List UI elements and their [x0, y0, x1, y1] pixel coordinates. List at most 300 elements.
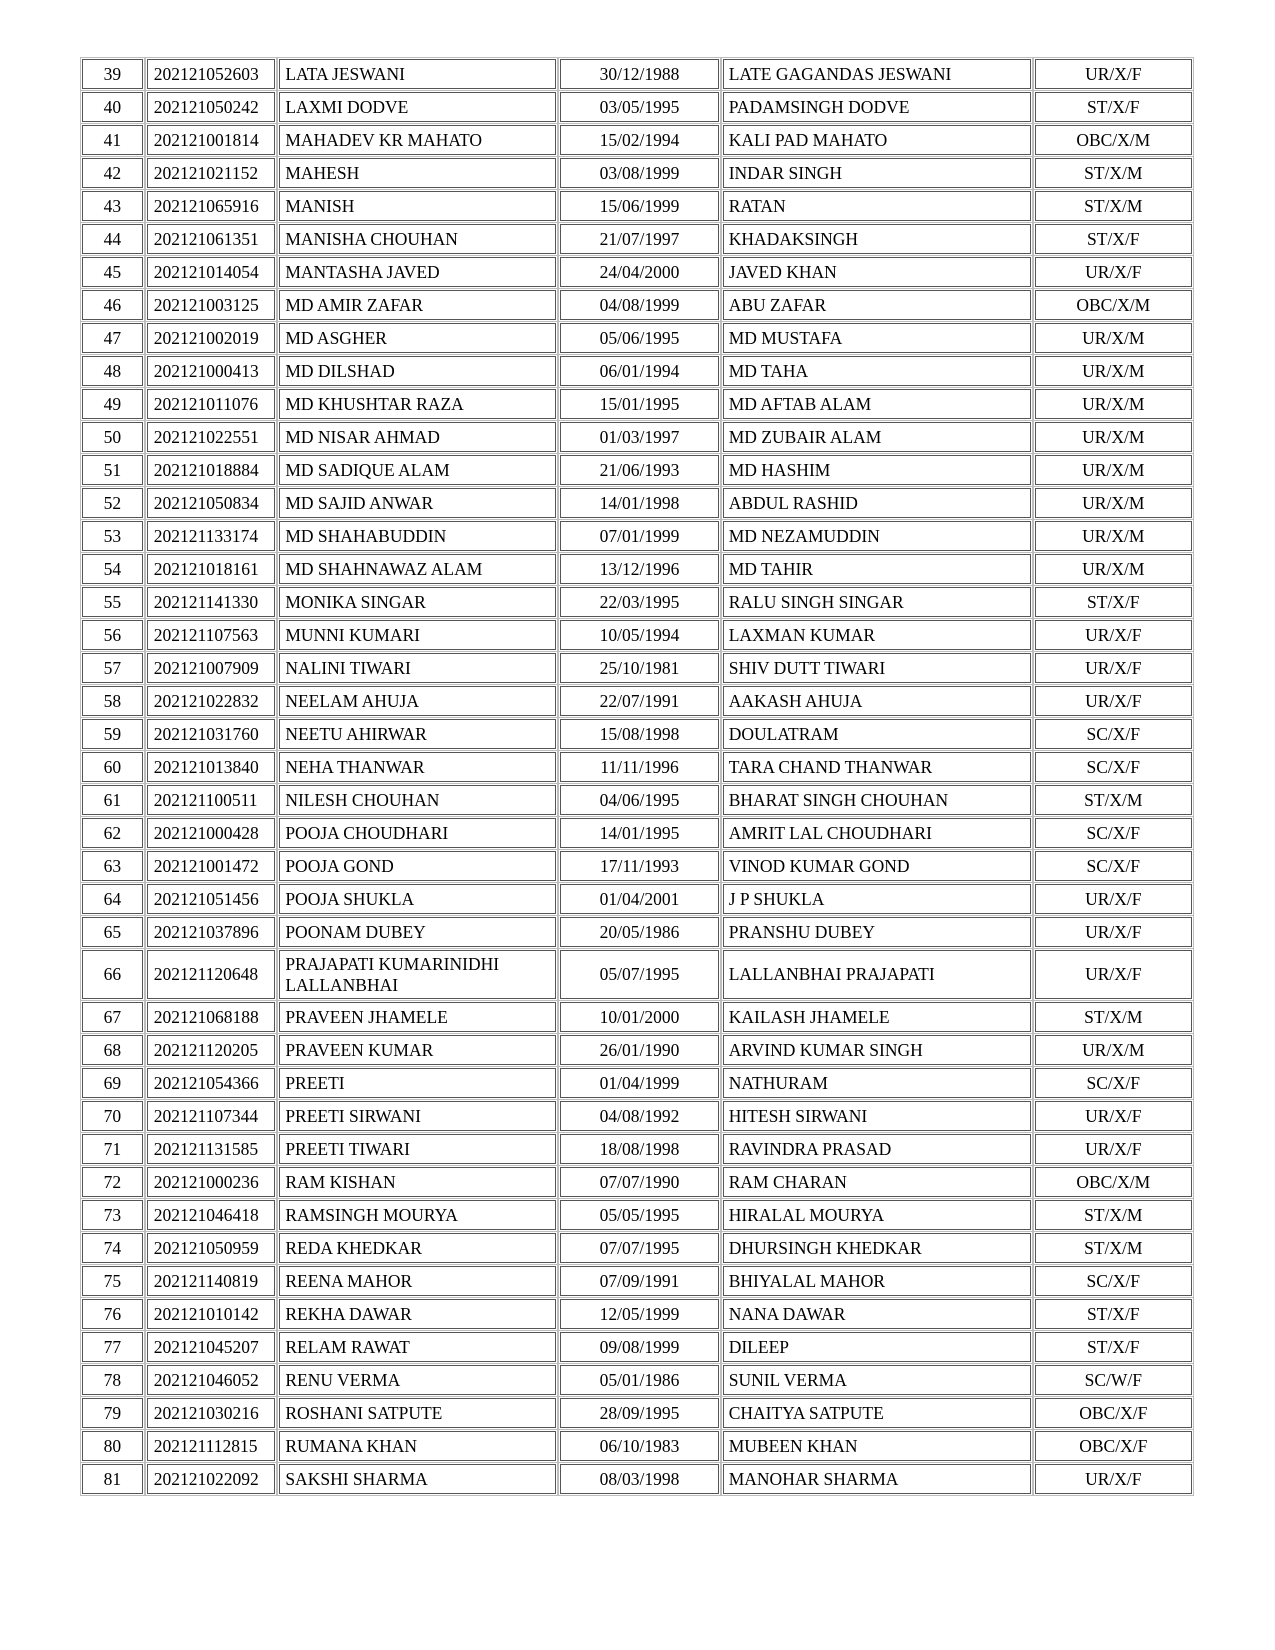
- category-cell: UR/X/M: [1035, 554, 1192, 584]
- serial-number-cell: 54: [82, 554, 143, 584]
- candidate-name-cell: MONIKA SINGAR: [279, 587, 556, 617]
- roll-number-cell: 202121001814: [147, 125, 276, 155]
- roll-number-cell: 202121001472: [147, 851, 276, 881]
- table-row: [82, 1299, 1192, 1329]
- category-cell: ST/X/M: [1035, 1233, 1192, 1263]
- candidate-name-cell: MD SHAHNAWAZ ALAM: [279, 554, 556, 584]
- roll-number-cell: 202121018884: [147, 455, 276, 485]
- serial-number-cell: 70: [82, 1101, 143, 1131]
- roll-number-cell: 202121014054: [147, 257, 276, 287]
- serial-number-cell: 51: [82, 455, 143, 485]
- roll-number-cell: 202121140819: [147, 1266, 276, 1296]
- father-name-cell: LALLANBHAI PRAJAPATI: [723, 950, 1031, 999]
- roll-number-cell: 202121007909: [147, 653, 276, 683]
- father-name-cell: INDAR SINGH: [723, 158, 1031, 188]
- table-row: [82, 1431, 1192, 1461]
- roll-number-cell: 202121013840: [147, 752, 276, 782]
- date-of-birth-cell: 05/06/1995: [560, 323, 718, 353]
- date-of-birth-cell: 28/09/1995: [560, 1398, 718, 1428]
- candidate-name-cell: POOJA SHUKLA: [279, 884, 556, 914]
- candidate-name-cell: NEETU AHIRWAR: [279, 719, 556, 749]
- category-cell: ST/X/F: [1035, 1332, 1192, 1362]
- candidate-name-cell: POOJA CHOUDHARI: [279, 818, 556, 848]
- father-name-cell: HIRALAL MOURYA: [723, 1200, 1031, 1230]
- serial-number-cell: 74: [82, 1233, 143, 1263]
- father-name-cell: PADAMSINGH DODVE: [723, 92, 1031, 122]
- roll-number-cell: 202121054366: [147, 1068, 276, 1098]
- date-of-birth-cell: 07/01/1999: [560, 521, 718, 551]
- roll-number-cell: 202121120648: [147, 950, 276, 999]
- table-row: [82, 1002, 1192, 1032]
- candidate-name-cell: LATA JESWANI: [279, 59, 556, 89]
- table-row: [82, 752, 1192, 782]
- serial-number-cell: 65: [82, 917, 143, 947]
- serial-number-cell: 49: [82, 389, 143, 419]
- serial-number-cell: 53: [82, 521, 143, 551]
- category-cell: ST/X/F: [1035, 1299, 1192, 1329]
- date-of-birth-cell: 09/08/1999: [560, 1332, 718, 1362]
- table-row: [82, 653, 1192, 683]
- candidate-name-cell: RAM KISHAN: [279, 1167, 556, 1197]
- category-cell: UR/X/F: [1035, 620, 1192, 650]
- father-name-cell: KHADAKSINGH: [723, 224, 1031, 254]
- roll-number-cell: 202121010142: [147, 1299, 276, 1329]
- category-cell: ST/X/M: [1035, 1200, 1192, 1230]
- category-cell: UR/X/F: [1035, 653, 1192, 683]
- date-of-birth-cell: 06/10/1983: [560, 1431, 718, 1461]
- father-name-cell: TARA CHAND THANWAR: [723, 752, 1031, 782]
- roll-number-cell: 202121021152: [147, 158, 276, 188]
- candidate-name-cell: NILESH CHOUHAN: [279, 785, 556, 815]
- candidate-name-cell: NALINI TIWARI: [279, 653, 556, 683]
- roll-number-cell: 202121045207: [147, 1332, 276, 1362]
- candidate-name-cell: PRAVEEN JHAMELE: [279, 1002, 556, 1032]
- father-name-cell: DHURSINGH KHEDKAR: [723, 1233, 1031, 1263]
- father-name-cell: RALU SINGH SINGAR: [723, 587, 1031, 617]
- serial-number-cell: 42: [82, 158, 143, 188]
- table-row: [82, 1035, 1192, 1065]
- father-name-cell: J P SHUKLA: [723, 884, 1031, 914]
- serial-number-cell: 76: [82, 1299, 143, 1329]
- category-cell: UR/X/F: [1035, 1134, 1192, 1164]
- date-of-birth-cell: 15/01/1995: [560, 389, 718, 419]
- roll-number-cell: 202121100511: [147, 785, 276, 815]
- roll-number-cell: 202121050242: [147, 92, 276, 122]
- date-of-birth-cell: 05/05/1995: [560, 1200, 718, 1230]
- date-of-birth-cell: 06/01/1994: [560, 356, 718, 386]
- serial-number-cell: 46: [82, 290, 143, 320]
- father-name-cell: PRANSHU DUBEY: [723, 917, 1031, 947]
- roll-number-cell: 202121000428: [147, 818, 276, 848]
- serial-number-cell: 77: [82, 1332, 143, 1362]
- serial-number-cell: 79: [82, 1398, 143, 1428]
- roll-number-cell: 202121046418: [147, 1200, 276, 1230]
- candidate-name-cell: LAXMI DODVE: [279, 92, 556, 122]
- father-name-cell: MANOHAR SHARMA: [723, 1464, 1031, 1494]
- candidate-name-cell: MAHADEV KR MAHATO: [279, 125, 556, 155]
- table-row: [82, 1233, 1192, 1263]
- candidate-name-cell: REKHA DAWAR: [279, 1299, 556, 1329]
- serial-number-cell: 55: [82, 587, 143, 617]
- father-name-cell: ABDUL RASHID: [723, 488, 1031, 518]
- table-row: [82, 455, 1192, 485]
- serial-number-cell: 59: [82, 719, 143, 749]
- candidate-name-cell: POONAM DUBEY: [279, 917, 556, 947]
- date-of-birth-cell: 26/01/1990: [560, 1035, 718, 1065]
- table-row: [82, 59, 1192, 89]
- serial-number-cell: 45: [82, 257, 143, 287]
- serial-number-cell: 72: [82, 1167, 143, 1197]
- father-name-cell: AAKASH AHUJA: [723, 686, 1031, 716]
- date-of-birth-cell: 17/11/1993: [560, 851, 718, 881]
- father-name-cell: NANA DAWAR: [723, 1299, 1031, 1329]
- category-cell: SC/X/F: [1035, 818, 1192, 848]
- father-name-cell: JAVED KHAN: [723, 257, 1031, 287]
- father-name-cell: MD TAHIR: [723, 554, 1031, 584]
- candidate-name-cell: MD AMIR ZAFAR: [279, 290, 556, 320]
- roll-number-cell: 202121050959: [147, 1233, 276, 1263]
- date-of-birth-cell: 07/07/1990: [560, 1167, 718, 1197]
- serial-number-cell: 73: [82, 1200, 143, 1230]
- table-row: [82, 521, 1192, 551]
- father-name-cell: RAVINDRA PRASAD: [723, 1134, 1031, 1164]
- father-name-cell: CHAITYA SATPUTE: [723, 1398, 1031, 1428]
- father-name-cell: ABU ZAFAR: [723, 290, 1031, 320]
- table-row: [82, 950, 1192, 999]
- category-cell: UR/X/F: [1035, 686, 1192, 716]
- serial-number-cell: 48: [82, 356, 143, 386]
- candidate-name-cell: RUMANA KHAN: [279, 1431, 556, 1461]
- category-cell: ST/X/M: [1035, 191, 1192, 221]
- father-name-cell: HITESH SIRWANI: [723, 1101, 1031, 1131]
- father-name-cell: MD HASHIM: [723, 455, 1031, 485]
- category-cell: OBC/X/M: [1035, 290, 1192, 320]
- table-row: [82, 92, 1192, 122]
- table-row: [82, 488, 1192, 518]
- table-row: [82, 389, 1192, 419]
- father-name-cell: BHIYALAL MAHOR: [723, 1266, 1031, 1296]
- roll-number-cell: 202121068188: [147, 1002, 276, 1032]
- father-name-cell: RATAN: [723, 191, 1031, 221]
- category-cell: OBC/X/M: [1035, 1167, 1192, 1197]
- category-cell: ST/X/F: [1035, 92, 1192, 122]
- table-row: [82, 1200, 1192, 1230]
- category-cell: UR/X/F: [1035, 884, 1192, 914]
- candidate-name-cell: PRAJAPATI KUMARINIDHI LALLANBHAI: [279, 950, 556, 999]
- candidate-name-cell: MD KHUSHTAR RAZA: [279, 389, 556, 419]
- father-name-cell: AMRIT LAL CHOUDHARI: [723, 818, 1031, 848]
- date-of-birth-cell: 25/10/1981: [560, 653, 718, 683]
- serial-number-cell: 56: [82, 620, 143, 650]
- serial-number-cell: 39: [82, 59, 143, 89]
- table-row: [82, 686, 1192, 716]
- category-cell: UR/X/M: [1035, 389, 1192, 419]
- father-name-cell: ARVIND KUMAR SINGH: [723, 1035, 1031, 1065]
- roll-number-cell: 202121141330: [147, 587, 276, 617]
- category-cell: UR/X/F: [1035, 257, 1192, 287]
- date-of-birth-cell: 15/08/1998: [560, 719, 718, 749]
- father-name-cell: MD MUSTAFA: [723, 323, 1031, 353]
- roll-number-cell: 202121112815: [147, 1431, 276, 1461]
- category-cell: SC/X/F: [1035, 851, 1192, 881]
- date-of-birth-cell: 05/01/1986: [560, 1365, 718, 1395]
- category-cell: OBC/X/M: [1035, 125, 1192, 155]
- father-name-cell: MUBEEN KHAN: [723, 1431, 1031, 1461]
- serial-number-cell: 71: [82, 1134, 143, 1164]
- roll-number-cell: 202121061351: [147, 224, 276, 254]
- category-cell: UR/X/F: [1035, 1101, 1192, 1131]
- father-name-cell: MD NEZAMUDDIN: [723, 521, 1031, 551]
- candidate-name-cell: ROSHANI SATPUTE: [279, 1398, 556, 1428]
- date-of-birth-cell: 04/08/1999: [560, 290, 718, 320]
- serial-number-cell: 47: [82, 323, 143, 353]
- roll-number-cell: 202121133174: [147, 521, 276, 551]
- serial-number-cell: 81: [82, 1464, 143, 1494]
- father-name-cell: SUNIL VERMA: [723, 1365, 1031, 1395]
- candidate-name-cell: REENA MAHOR: [279, 1266, 556, 1296]
- date-of-birth-cell: 10/05/1994: [560, 620, 718, 650]
- date-of-birth-cell: 04/06/1995: [560, 785, 718, 815]
- table-row: [82, 323, 1192, 353]
- serial-number-cell: 61: [82, 785, 143, 815]
- roll-number-cell: 202121022551: [147, 422, 276, 452]
- category-cell: UR/X/F: [1035, 59, 1192, 89]
- roll-number-cell: 202121131585: [147, 1134, 276, 1164]
- category-cell: ST/X/F: [1035, 587, 1192, 617]
- roll-number-cell: 202121000236: [147, 1167, 276, 1197]
- candidate-name-cell: MD SHAHABUDDIN: [279, 521, 556, 551]
- roll-number-cell: 202121065916: [147, 191, 276, 221]
- category-cell: UR/X/M: [1035, 521, 1192, 551]
- serial-number-cell: 57: [82, 653, 143, 683]
- category-cell: OBC/X/F: [1035, 1431, 1192, 1461]
- date-of-birth-cell: 04/08/1992: [560, 1101, 718, 1131]
- roll-number-cell: 202121011076: [147, 389, 276, 419]
- candidate-name-cell: MANTASHA JAVED: [279, 257, 556, 287]
- date-of-birth-cell: 07/07/1995: [560, 1233, 718, 1263]
- roll-number-cell: 202121052603: [147, 59, 276, 89]
- candidate-name-cell: PREETI SIRWANI: [279, 1101, 556, 1131]
- serial-number-cell: 43: [82, 191, 143, 221]
- roll-number-cell: 202121107344: [147, 1101, 276, 1131]
- category-cell: UR/X/M: [1035, 356, 1192, 386]
- candidate-name-cell: MD DILSHAD: [279, 356, 556, 386]
- date-of-birth-cell: 05/07/1995: [560, 950, 718, 999]
- father-name-cell: MD AFTAB ALAM: [723, 389, 1031, 419]
- serial-number-cell: 58: [82, 686, 143, 716]
- father-name-cell: DOULATRAM: [723, 719, 1031, 749]
- candidate-name-cell: MD ASGHER: [279, 323, 556, 353]
- category-cell: ST/X/M: [1035, 1002, 1192, 1032]
- table-row: [82, 125, 1192, 155]
- table-row: [82, 1365, 1192, 1395]
- candidate-name-cell: RAMSINGH MOURYA: [279, 1200, 556, 1230]
- category-cell: SC/W/F: [1035, 1365, 1192, 1395]
- roll-number-cell: 202121003125: [147, 290, 276, 320]
- candidate-name-cell: POOJA GOND: [279, 851, 556, 881]
- serial-number-cell: 69: [82, 1068, 143, 1098]
- candidate-name-cell: REDA KHEDKAR: [279, 1233, 556, 1263]
- category-cell: UR/X/M: [1035, 422, 1192, 452]
- candidate-name-cell: MD SADIQUE ALAM: [279, 455, 556, 485]
- table-row: [82, 1167, 1192, 1197]
- serial-number-cell: 60: [82, 752, 143, 782]
- table-row: [82, 587, 1192, 617]
- table-row: [82, 884, 1192, 914]
- roll-number-cell: 202121037896: [147, 917, 276, 947]
- father-name-cell: MD ZUBAIR ALAM: [723, 422, 1031, 452]
- table-row: [82, 554, 1192, 584]
- father-name-cell: LAXMAN KUMAR: [723, 620, 1031, 650]
- category-cell: UR/X/F: [1035, 950, 1192, 999]
- date-of-birth-cell: 24/04/2000: [560, 257, 718, 287]
- father-name-cell: LATE GAGANDAS JESWANI: [723, 59, 1031, 89]
- candidate-name-cell: MD NISAR AHMAD: [279, 422, 556, 452]
- date-of-birth-cell: 15/06/1999: [560, 191, 718, 221]
- roll-number-cell: 202121018161: [147, 554, 276, 584]
- table-row: [82, 1134, 1192, 1164]
- date-of-birth-cell: 20/05/1986: [560, 917, 718, 947]
- serial-number-cell: 64: [82, 884, 143, 914]
- serial-number-cell: 66: [82, 950, 143, 999]
- category-cell: OBC/X/F: [1035, 1398, 1192, 1428]
- candidate-name-cell: MD SAJID ANWAR: [279, 488, 556, 518]
- table-row: [82, 224, 1192, 254]
- date-of-birth-cell: 21/06/1993: [560, 455, 718, 485]
- candidate-name-cell: MANISH: [279, 191, 556, 221]
- date-of-birth-cell: 14/01/1998: [560, 488, 718, 518]
- roll-number-cell: 202121030216: [147, 1398, 276, 1428]
- table-row: [82, 191, 1192, 221]
- date-of-birth-cell: 22/03/1995: [560, 587, 718, 617]
- date-of-birth-cell: 14/01/1995: [560, 818, 718, 848]
- date-of-birth-cell: 01/04/2001: [560, 884, 718, 914]
- roll-number-cell: 202121107563: [147, 620, 276, 650]
- date-of-birth-cell: 03/08/1999: [560, 158, 718, 188]
- serial-number-cell: 41: [82, 125, 143, 155]
- roll-number-cell: 202121031760: [147, 719, 276, 749]
- date-of-birth-cell: 10/01/2000: [560, 1002, 718, 1032]
- table-row: [82, 818, 1192, 848]
- category-cell: UR/X/F: [1035, 1464, 1192, 1494]
- candidate-name-cell: PREETI: [279, 1068, 556, 1098]
- category-cell: ST/X/M: [1035, 785, 1192, 815]
- father-name-cell: SHIV DUTT TIWARI: [723, 653, 1031, 683]
- table-row: [82, 1266, 1192, 1296]
- candidate-table: [82, 59, 1192, 1497]
- father-name-cell: RAM CHARAN: [723, 1167, 1031, 1197]
- candidate-name-cell: SAKSHI SHARMA: [279, 1464, 556, 1494]
- serial-number-cell: 44: [82, 224, 143, 254]
- roll-number-cell: 202121120205: [147, 1035, 276, 1065]
- table-row: [82, 1068, 1192, 1098]
- serial-number-cell: 50: [82, 422, 143, 452]
- roll-number-cell: 202121002019: [147, 323, 276, 353]
- category-cell: UR/X/M: [1035, 1035, 1192, 1065]
- date-of-birth-cell: 21/07/1997: [560, 224, 718, 254]
- candidate-name-cell: RENU VERMA: [279, 1365, 556, 1395]
- candidate-name-cell: MAHESH: [279, 158, 556, 188]
- father-name-cell: KAILASH JHAMELE: [723, 1002, 1031, 1032]
- table-row: [82, 719, 1192, 749]
- serial-number-cell: 78: [82, 1365, 143, 1395]
- category-cell: ST/X/M: [1035, 158, 1192, 188]
- father-name-cell: NATHURAM: [723, 1068, 1031, 1098]
- date-of-birth-cell: 03/05/1995: [560, 92, 718, 122]
- serial-number-cell: 80: [82, 1431, 143, 1461]
- roll-number-cell: 202121051456: [147, 884, 276, 914]
- father-name-cell: VINOD KUMAR GOND: [723, 851, 1031, 881]
- father-name-cell: BHARAT SINGH CHOUHAN: [723, 785, 1031, 815]
- table-row: [82, 290, 1192, 320]
- table-row: [82, 851, 1192, 881]
- roll-number-cell: 202121046052: [147, 1365, 276, 1395]
- serial-number-cell: 68: [82, 1035, 143, 1065]
- father-name-cell: DILEEP: [723, 1332, 1031, 1362]
- table-row: [82, 1398, 1192, 1428]
- serial-number-cell: 62: [82, 818, 143, 848]
- category-cell: SC/X/F: [1035, 1266, 1192, 1296]
- table-row: [82, 917, 1192, 947]
- table-row: [82, 257, 1192, 287]
- table-row: [82, 1101, 1192, 1131]
- roll-number-cell: 202121050834: [147, 488, 276, 518]
- candidate-name-cell: MUNNI KUMARI: [279, 620, 556, 650]
- serial-number-cell: 52: [82, 488, 143, 518]
- table-row: [82, 158, 1192, 188]
- date-of-birth-cell: 07/09/1991: [560, 1266, 718, 1296]
- category-cell: UR/X/M: [1035, 323, 1192, 353]
- date-of-birth-cell: 15/02/1994: [560, 125, 718, 155]
- date-of-birth-cell: 01/04/1999: [560, 1068, 718, 1098]
- candidate-name-cell: RELAM RAWAT: [279, 1332, 556, 1362]
- category-cell: SC/X/F: [1035, 752, 1192, 782]
- category-cell: ST/X/F: [1035, 224, 1192, 254]
- category-cell: SC/X/F: [1035, 719, 1192, 749]
- date-of-birth-cell: 30/12/1988: [560, 59, 718, 89]
- table-row: [82, 785, 1192, 815]
- category-cell: SC/X/F: [1035, 1068, 1192, 1098]
- candidate-name-cell: NEELAM AHUJA: [279, 686, 556, 716]
- father-name-cell: KALI PAD MAHATO: [723, 125, 1031, 155]
- date-of-birth-cell: 12/05/1999: [560, 1299, 718, 1329]
- candidate-name-cell: MANISHA CHOUHAN: [279, 224, 556, 254]
- serial-number-cell: 40: [82, 92, 143, 122]
- category-cell: UR/X/F: [1035, 917, 1192, 947]
- table-row: [82, 356, 1192, 386]
- category-cell: UR/X/M: [1035, 455, 1192, 485]
- table-row: [82, 1464, 1192, 1494]
- serial-number-cell: 67: [82, 1002, 143, 1032]
- roll-number-cell: 202121000413: [147, 356, 276, 386]
- date-of-birth-cell: 22/07/1991: [560, 686, 718, 716]
- father-name-cell: MD TAHA: [723, 356, 1031, 386]
- table-row: [82, 1332, 1192, 1362]
- date-of-birth-cell: 13/12/1996: [560, 554, 718, 584]
- date-of-birth-cell: 18/08/1998: [560, 1134, 718, 1164]
- candidate-name-cell: PRAVEEN KUMAR: [279, 1035, 556, 1065]
- date-of-birth-cell: 08/03/1998: [560, 1464, 718, 1494]
- table-row: [82, 422, 1192, 452]
- candidate-name-cell: PREETI TIWARI: [279, 1134, 556, 1164]
- date-of-birth-cell: 01/03/1997: [560, 422, 718, 452]
- roll-number-cell: 202121022832: [147, 686, 276, 716]
- date-of-birth-cell: 11/11/1996: [560, 752, 718, 782]
- category-cell: UR/X/M: [1035, 488, 1192, 518]
- serial-number-cell: 63: [82, 851, 143, 881]
- serial-number-cell: 75: [82, 1266, 143, 1296]
- roll-number-cell: 202121022092: [147, 1464, 276, 1494]
